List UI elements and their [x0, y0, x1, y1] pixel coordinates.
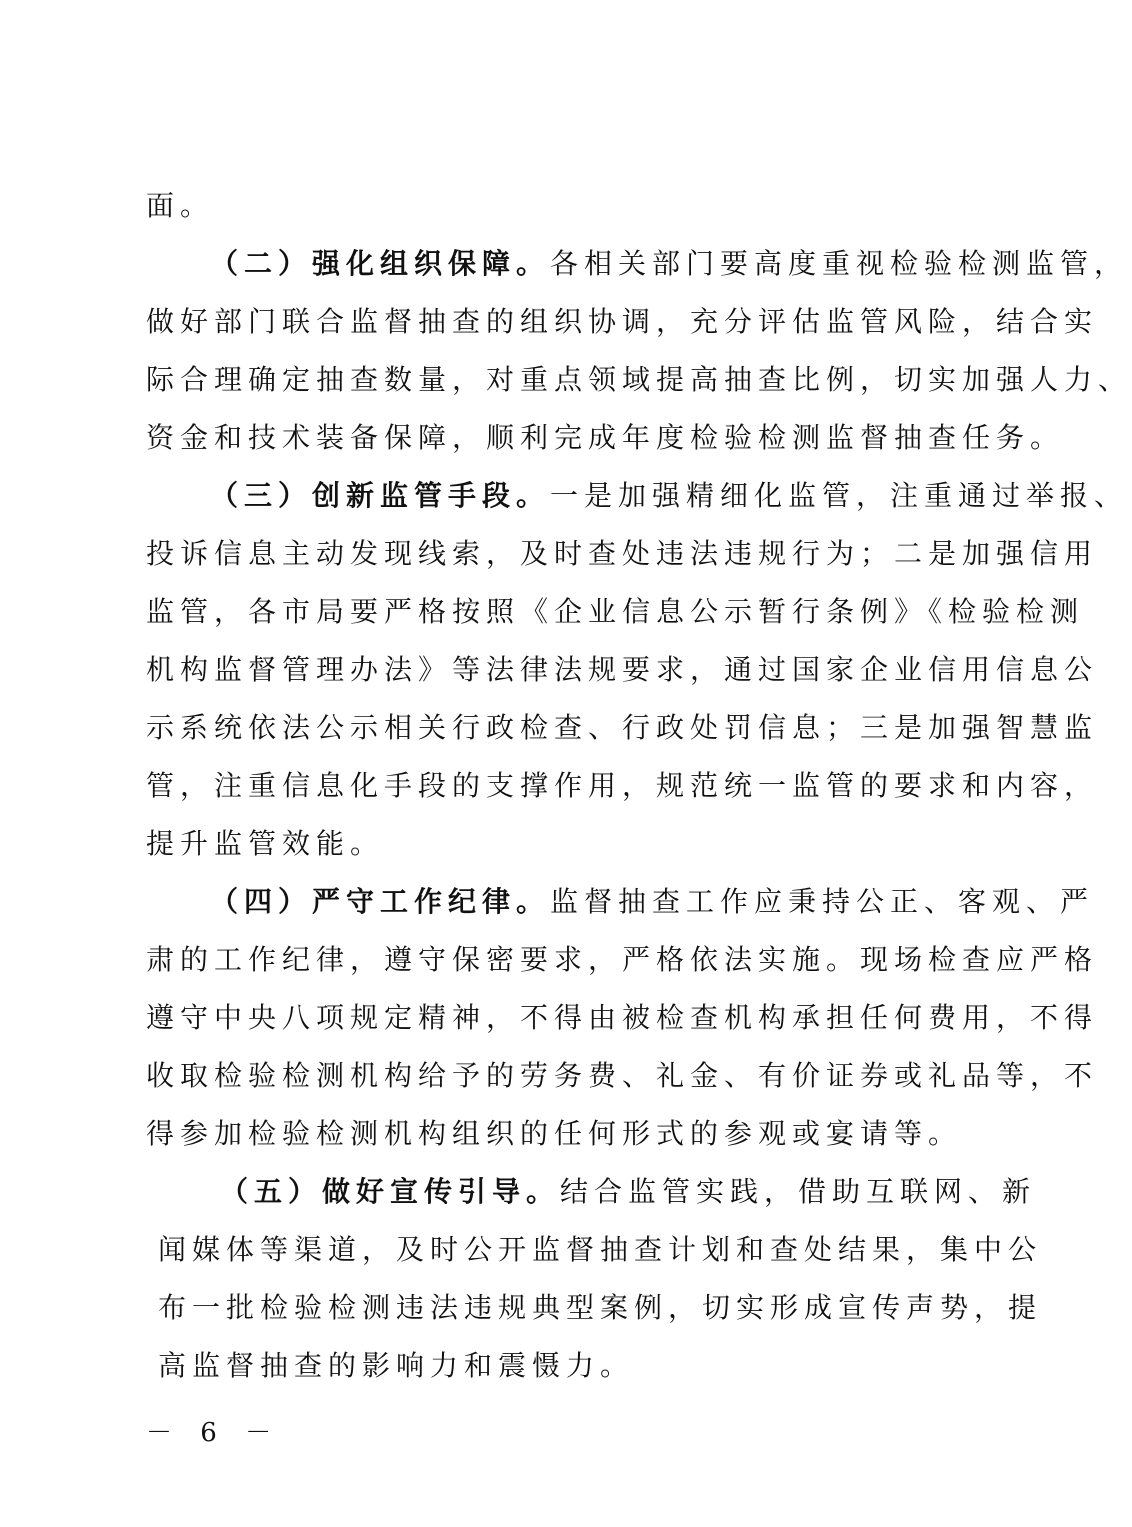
line-text: 面。	[146, 189, 215, 222]
paragraph-line	[210, 476, 1129, 516]
paragraph-line	[146, 592, 1085, 632]
line-text: 做好部门联合监督抽查的组织协调，充分评估监管风险，结合实	[146, 305, 1099, 338]
paragraph-line	[146, 534, 1099, 574]
line-text: 肃的工作纪律，遵守保密要求，严格依法实施。现场检查应严格	[146, 943, 1099, 976]
line-text: 遵守中央八项规定精神，不得由被检查机构承担任何费用，不得	[146, 1001, 1099, 1034]
paragraph-line	[146, 650, 1099, 690]
line-text: 各相关部门要高度重视检验检测监管，	[550, 247, 1129, 280]
section-heading: （二）强化组织保障。	[210, 247, 551, 280]
paragraph-line	[146, 1114, 963, 1154]
paragraph-line	[146, 824, 946, 864]
page-number: － 6 －	[146, 1418, 282, 1448]
section-heading: （三）创新监管手段。	[210, 479, 551, 512]
line-text: 提升监管效能。	[146, 827, 385, 860]
paragraph-line	[146, 998, 1099, 1038]
line-text: 监管，各市局要严格按照《企业信息公示暂行条例》《检验检测	[146, 595, 1085, 628]
paragraph-line	[146, 708, 1099, 748]
paragraph-line	[158, 1288, 1043, 1328]
paragraph-line	[146, 766, 1099, 806]
paragraph-line	[146, 1056, 1099, 1096]
line-text: 监督抽查工作应秉持公正、客观、严	[550, 885, 1095, 918]
line-text: 闻媒体等渠道，及时公开监督抽查计划和查处结果，集中公	[158, 1233, 1043, 1266]
section-heading: （五）做好宣传引导。	[220, 1175, 561, 1208]
paragraph-line	[146, 418, 1065, 458]
paragraph-line	[210, 882, 1095, 922]
line-text: 际合理确定抽查数量，对重点领域提高抽查比例，切实加强人力、	[146, 363, 1132, 396]
paragraph-line	[146, 360, 1132, 400]
line-text: 示系统依法公示相关行政检查、行政处罚信息；三是加强智慧监	[146, 711, 1099, 744]
paragraph-line	[146, 186, 946, 226]
section-heading: （四）严守工作纪律。	[210, 885, 551, 918]
line-text: 结合监管实践，借助互联网、新	[560, 1175, 1037, 1208]
line-text: 一是加强精细化监管，注重通过举报、	[550, 479, 1129, 512]
line-text: 收取检验检测机构给予的劳务费、礼金、有价证券或礼品等，不	[146, 1059, 1099, 1092]
paragraph-line	[146, 940, 1099, 980]
line-text: 资金和技术装备保障，顺利完成年度检验检测监督抽查任务。	[146, 421, 1065, 454]
paragraph-line	[210, 244, 1129, 284]
line-text: 管，注重信息化手段的支撑作用，规范统一监管的要求和内容，	[146, 769, 1099, 802]
line-text: 高监督抽查的影响力和震慑力。	[158, 1349, 635, 1382]
line-text: 得参加检验检测机构组织的任何形式的参观或宴请等。	[146, 1117, 963, 1150]
paragraph-line	[158, 1346, 933, 1386]
paragraph-line	[146, 302, 1099, 342]
line-text: 机构监督管理办法》等法律法规要求，通过国家企业信用信息公	[146, 653, 1099, 686]
paragraph-line	[220, 1172, 1037, 1212]
line-text: 布一批检验检测违法违规典型案例，切实形成宣传声势，提	[158, 1291, 1043, 1324]
paragraph-line	[158, 1230, 1043, 1270]
line-text: 投诉信息主动发现线索，及时查处违法违规行为；二是加强信用	[146, 537, 1099, 570]
